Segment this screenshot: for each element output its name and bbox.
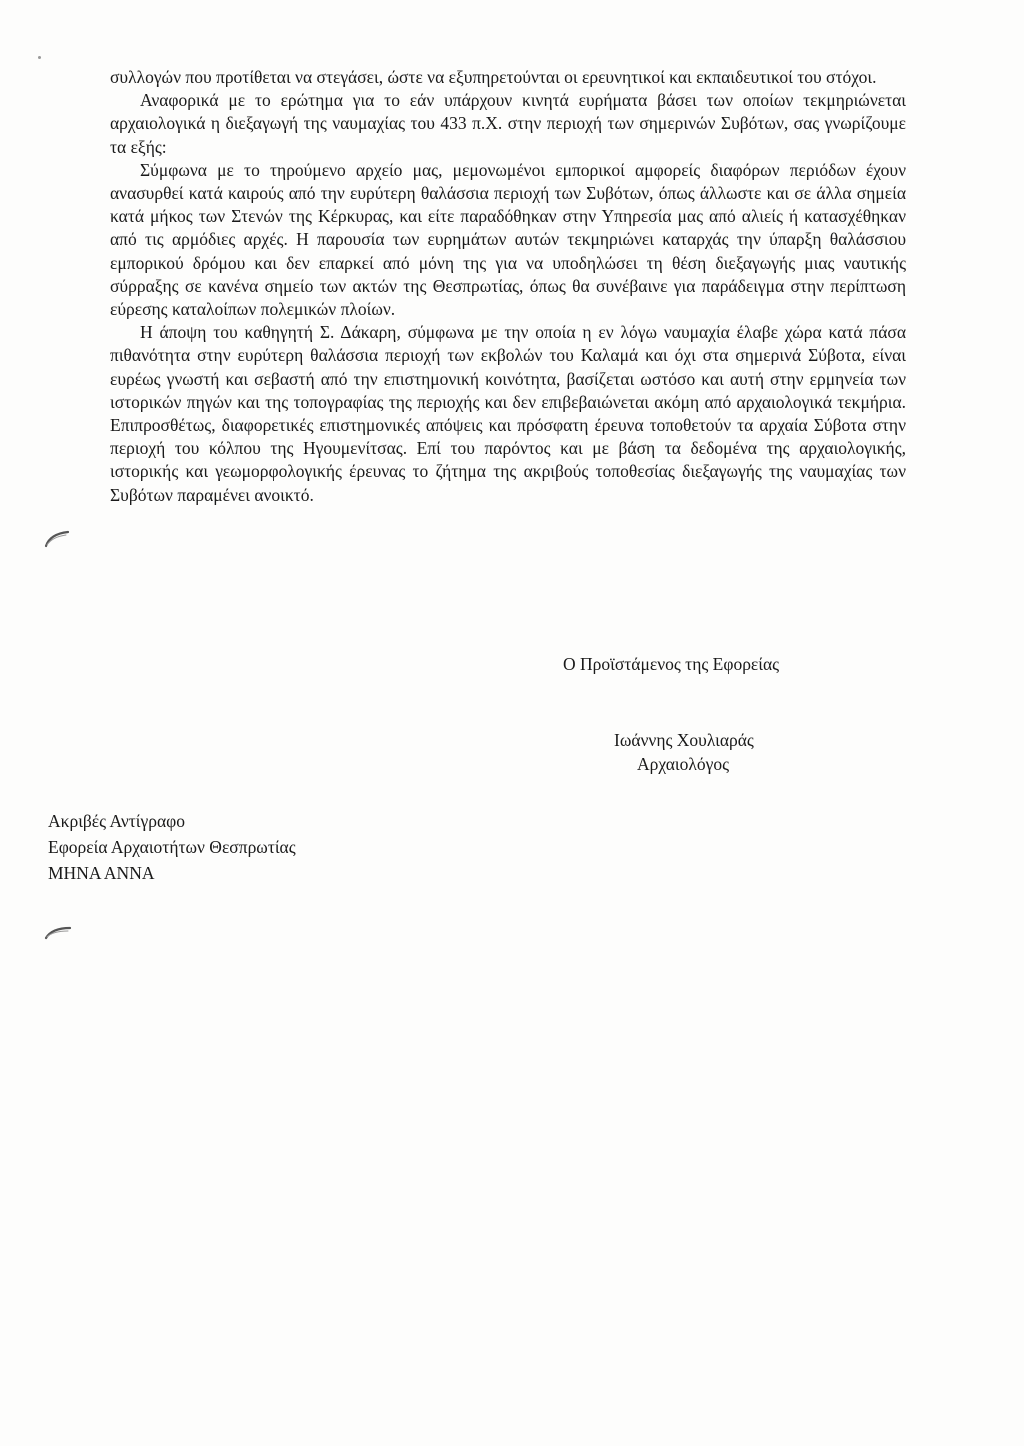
certified-copy-line: Ακριβές Αντίγραφο <box>48 811 185 831</box>
paragraph-3: Σύμφωνα με το τηρούμενο αρχείο μας, μεμονωμένοι εμπορικοί αμφορείς διαφόρων περιόδων έχουν ανασυρθεί κατά καιρούς από την ευρύτερη θαλάσσια περιοχή των Συβότων, όπως άλλωστε και σε άλλα σημεία κατά μήκος των Στενών της Κέρκυρας, και είτε παραδόθηκαν στην Υπηρεσία μας από αλιείς ή κατασχέθηκαν από τις αρμόδιες αρχές. Η παρουσία των ευρημάτων αυτών τεκμηριώνει καταρχάς την ύπαρξη θαλάσσιου εμπορικού δρόμου και δεν επαρκεί από μόνη της για να υποδηλώσει τη θέση διεξαγωγής μιας ναυτικής σύρραξης σε κανένα σημείο των ακτών της Θεσπρωτίας, όπως θα συνέβαινε για παράδειγμα στην περίπτωση εύρεσης καταλοίπων πολεμικών πλοίων. <box>110 159 906 320</box>
certifying-office-line: Εφορεία Αρχαιοτήτων Θεσπρωτίας <box>48 837 296 857</box>
signatory-title: Ο Προϊστάμενος της Εφορείας <box>563 654 780 674</box>
certifier-name-line: ΜΗΝΑ ΑΝΝΑ <box>48 863 155 883</box>
paragraph-4: Η άποψη του καθηγητή Σ. Δάκαρη, σύμφωνα με την οποία η εν λόγω ναυμαχία έλαβε χώρα κατά πάσα πιθανότητα στην ευρύτερη θαλάσσια περιοχή των εκβολών του Καλαμά και όχι στα σημερινά Σύβοτα, είναι ευρέως γνωστή και σεβαστή από την επιστημονική κοινότητα, βασίζεται ωστόσο και αυτή στην ερμηνεία των ιστορικών πηγών και της τοπογραφίας της περιοχής και δεν επιβεβαιώνεται ακόμη από αρχαιολογικά τεκμήρια. Επιπροσθέτως, διαφορετικές επιστημονικές απόψεις και πρόσφατη έρευνα τοποθετούν τα αρχαία Σύβοτα στην περιοχή του κόλπου της Ηγουμενίτσας. Επί του παρόντος και με βάση τα δεδομένα της αρχαιολογικής, ιστορικής και γεωμορφολογικής έρευνας το ζήτημα της ακριβούς τοποθεσίας διεξαγωγής της ναυμαχίας των Συβότων παραμένει ανοικτό. <box>110 322 906 505</box>
paragraph-2: Αναφορικά με το ερώτημα για το εάν υπάρχουν κινητά ευρήματα βάσει των οποίων τεκμηριώνεται αρχαιολογικά η διεξαγωγή της ναυμαχίας του 433 π.Χ. στην περιοχή των σημερινών Συβότων, σας γνωρίζουμε τα εξής: <box>110 90 906 157</box>
letter-body <box>110 66 906 507</box>
certified-copy-note <box>48 808 296 886</box>
signatory-name: Ιωάννης Χουλιαράς <box>614 730 754 750</box>
scan-speck <box>38 56 41 59</box>
paragraph-1: συλλογών που προτίθεται να στεγάσει, ώστε να εξυπηρετούνται οι ερευνητικοί και εκπαιδευτικοί του στόχοι. <box>110 67 877 87</box>
binder-hole-mark <box>44 528 74 548</box>
signatory-role: Αρχαιολόγος <box>637 754 730 774</box>
binder-hole-mark <box>44 922 74 942</box>
